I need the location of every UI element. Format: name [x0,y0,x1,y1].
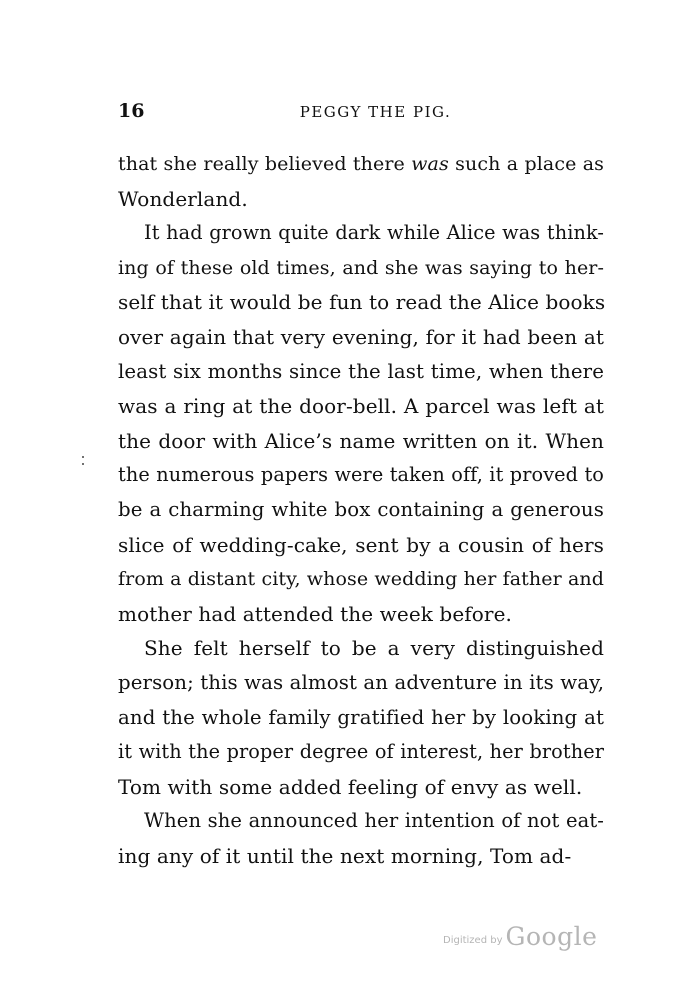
text-segment: person; this was almost an adventure in its way, [118,670,605,694]
text-segment: over again that very evening, for it had been at [118,324,604,349]
text-segment: it with the proper degree of interest, her brother [118,740,604,764]
text-segment: It had grown quite dark while Alice was think- [144,221,604,245]
text-segment: the numerous papers were taken off, it proved to [118,463,604,487]
text-line [118,770,604,805]
text-line [118,493,604,528]
text-segment: ing any of it until the next morning, Tom ad- [118,843,572,868]
text-segment: such a place as [448,153,605,175]
paragraph [118,216,604,631]
digitization-watermark [443,922,597,951]
text-segment: slice of wedding-cake, sent by a cousin of hers [118,532,604,557]
text-segment: and the whole family gratified her by looking at [118,705,604,729]
text-line [118,320,604,355]
text-line [118,735,604,770]
text-line [118,458,604,493]
text-segment: When she announced her intention of not eat- [144,809,604,833]
text-line [118,182,604,217]
text-segment: least six months since the last time, when there [118,359,604,383]
running-header [118,100,603,128]
text-line [118,701,604,736]
text-segment: ing of these old times, and she was saying to her- [118,256,604,279]
margin-speck [82,456,85,470]
watermark-prefix: Digitized by [443,935,503,946]
paragraph [118,804,604,873]
text-line [118,216,604,251]
text-segment: be a charming white box containing a generous [118,497,604,521]
text-line [118,666,604,701]
running-title: PEGGY THE PIG. [299,103,452,121]
text-segment: Wonderland. [118,186,248,211]
text-line [118,839,604,874]
italic-word: was [411,153,449,175]
text-segment: the door with Alice’s name written on it. When [118,428,604,453]
text-line [118,631,604,666]
text-line [118,147,604,182]
text-segment: self that it would be fun to read the Alice books [118,290,606,315]
page-number: 16 [118,100,145,122]
watermark-logo-text: Google [505,922,598,951]
text-line [118,285,604,320]
text-segment: was a ring at the door-bell. A parcel was left at [118,394,604,419]
text-line [118,424,604,459]
text-line [118,597,604,632]
text-line [118,562,604,597]
paragraph [118,147,604,216]
text-line [118,389,604,424]
text-segment: Tom with some added feeling of envy as well. [118,774,583,799]
text-line [118,804,604,839]
text-segment: from a distant city, whose wedding her father and [118,568,604,591]
body-text [118,147,604,873]
text-line [118,251,604,286]
text-line [118,528,604,563]
text-segment: mother had attended the week before. [118,601,512,626]
text-line [118,355,604,390]
paragraph [118,631,604,804]
text-segment: She felt herself to be a very distinguished [144,636,604,661]
text-segment: that she really believed there [118,153,412,175]
